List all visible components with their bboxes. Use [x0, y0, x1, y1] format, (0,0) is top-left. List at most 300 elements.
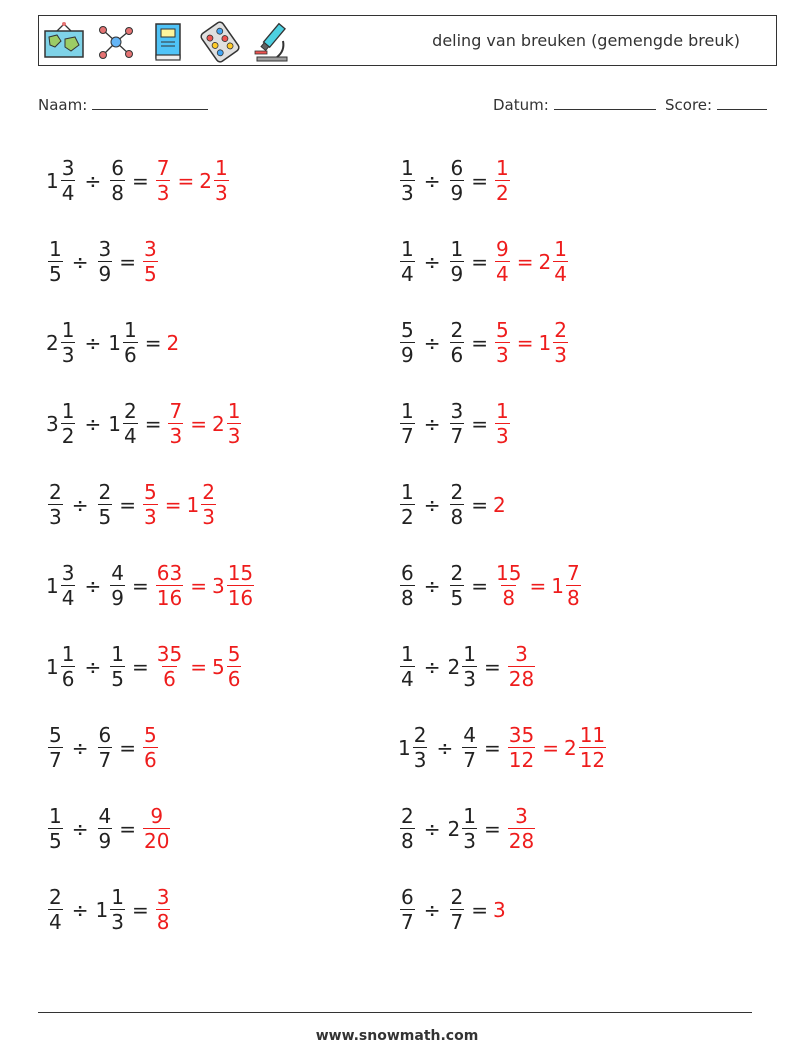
fraction	[579, 725, 606, 770]
divisor	[448, 158, 467, 203]
fraction	[450, 158, 465, 203]
dividend	[398, 887, 417, 932]
answer-fraction	[495, 563, 522, 608]
divide-sign: ÷	[423, 168, 441, 193]
fraction	[462, 644, 477, 689]
numerator: 1	[61, 399, 75, 423]
answer-fraction	[508, 725, 535, 770]
problem-item	[46, 464, 256, 545]
numerator: 2	[450, 480, 464, 504]
numerator: 4	[98, 804, 112, 828]
numerator: 2	[450, 561, 464, 585]
numerator: 1	[401, 642, 414, 666]
problem-item	[398, 545, 608, 626]
answer-mixed	[212, 644, 243, 689]
denominator: 2	[61, 424, 75, 448]
numerator: 5	[49, 723, 62, 747]
fraction	[110, 644, 125, 689]
equals-sign: =	[144, 411, 162, 436]
numerator: 1	[463, 804, 476, 828]
divisor	[108, 563, 127, 608]
denominator: 7	[450, 424, 464, 448]
numerator: 1	[450, 237, 464, 261]
numerator: 7	[169, 399, 183, 423]
numerator: 7	[566, 561, 580, 585]
numerator: 1	[401, 237, 414, 261]
divisor	[108, 158, 127, 203]
denominator: 12	[579, 748, 606, 772]
name-line[interactable]	[92, 94, 208, 110]
dividend	[398, 158, 417, 203]
fraction	[61, 320, 76, 365]
problem-item	[46, 221, 256, 302]
divisor	[448, 644, 479, 689]
denominator: 2	[401, 505, 414, 529]
numerator: 3	[61, 156, 75, 180]
divide-sign: ÷	[423, 492, 441, 517]
whole-number: 1	[538, 330, 552, 355]
denominator: 3	[169, 424, 183, 448]
numerator: 7	[156, 156, 170, 180]
fraction	[123, 401, 138, 446]
divide-sign: ÷	[71, 492, 89, 517]
numerator: 1	[214, 156, 228, 180]
denominator: 3	[401, 181, 414, 205]
fraction	[450, 482, 465, 527]
equals-sign: =	[131, 573, 149, 598]
denominator: 5	[144, 262, 157, 286]
answer-equals-sign: =	[516, 330, 534, 355]
divisor	[96, 482, 115, 527]
denominator: 20	[144, 829, 170, 853]
answer	[141, 239, 160, 284]
denominator: 3	[554, 343, 567, 367]
answer-equals-sign: =	[516, 249, 534, 274]
fraction	[48, 806, 63, 851]
divisor	[96, 887, 127, 932]
divisor	[96, 806, 115, 851]
date-label: Datum:	[493, 96, 549, 114]
whole-number: 2	[46, 330, 59, 355]
denominator: 3	[496, 343, 509, 367]
divide-sign: ÷	[71, 897, 89, 922]
numerator: 3	[156, 885, 170, 909]
denominator: 12	[508, 748, 535, 772]
denominator: 7	[401, 424, 414, 448]
fraction	[450, 401, 465, 446]
answer-fraction	[156, 887, 171, 932]
problem-item	[46, 788, 256, 869]
denominator: 3	[144, 505, 157, 529]
problem-item	[46, 140, 256, 221]
denominator: 9	[401, 343, 414, 367]
whole-number: 1	[186, 492, 200, 517]
numerator: 1	[463, 642, 476, 666]
numerator: 3	[515, 642, 528, 666]
denominator: 3	[156, 181, 170, 205]
whole-number: 2	[447, 816, 461, 841]
answer	[493, 493, 506, 517]
fraction	[400, 320, 415, 365]
microscope-icon	[251, 21, 293, 63]
problem-item	[46, 707, 256, 788]
numerator: 1	[554, 237, 567, 261]
fraction	[61, 563, 76, 608]
numerator: 6	[98, 723, 112, 747]
denominator: 28	[508, 667, 535, 691]
answer-fraction	[508, 644, 535, 689]
fraction	[214, 158, 229, 203]
numerator: 5	[144, 480, 157, 504]
numerator: 2	[413, 723, 427, 747]
divide-sign: ÷	[423, 411, 441, 436]
divisor	[448, 320, 467, 365]
fraction	[400, 482, 415, 527]
numerator: 5	[496, 318, 509, 342]
denominator: 7	[463, 748, 476, 772]
denominator: 6	[123, 343, 137, 367]
numerator: 15	[496, 561, 522, 585]
numerator: 1	[401, 480, 414, 504]
divisor	[108, 401, 139, 446]
answer-equals-sign: =	[164, 492, 182, 517]
dividend	[398, 320, 417, 365]
whole-number: 3	[46, 411, 59, 436]
dividend	[398, 644, 417, 689]
numerator: 5	[144, 723, 157, 747]
answer-whole: 2	[166, 330, 180, 355]
equals-sign: =	[483, 735, 501, 760]
dividend	[46, 887, 65, 932]
numerator: 1	[123, 318, 137, 342]
score-field	[665, 94, 767, 114]
footer-divider	[38, 1012, 752, 1013]
denominator: 5	[49, 829, 62, 853]
dividend	[46, 320, 77, 365]
divide-sign: ÷	[84, 654, 102, 679]
fraction	[566, 563, 581, 608]
dividend	[46, 563, 77, 608]
denominator: 3	[49, 505, 62, 529]
numerator: 2	[554, 318, 567, 342]
worksheet-title: deling van breuken (gemengde breuk)	[432, 31, 740, 50]
answer	[154, 644, 244, 689]
fraction	[98, 725, 113, 770]
problem-item	[398, 707, 608, 788]
equals-sign: =	[144, 330, 162, 355]
numerator: 1	[49, 237, 62, 261]
equals-sign: =	[471, 573, 488, 598]
left-column	[46, 140, 256, 950]
denominator: 8	[450, 505, 464, 529]
problem-item	[46, 545, 256, 626]
fraction	[48, 887, 63, 932]
problem-item	[46, 383, 256, 464]
answer-mixed	[199, 158, 230, 203]
answer-fraction	[143, 806, 170, 851]
divide-sign: ÷	[84, 168, 102, 193]
answer	[506, 806, 537, 851]
whole-number: 1	[46, 573, 59, 598]
answer-fraction	[143, 482, 158, 527]
whole-number: 1	[551, 573, 564, 598]
numerator: 1	[111, 885, 124, 909]
numerator: 3	[144, 237, 157, 261]
book-icon	[147, 21, 189, 63]
problem-item	[398, 221, 608, 302]
numerator: 4	[111, 561, 124, 585]
numerator: 2	[450, 318, 464, 342]
fraction	[227, 401, 242, 446]
dividend	[398, 806, 417, 851]
whole-number: 5	[211, 654, 225, 679]
denominator: 3	[214, 181, 228, 205]
numerator: 4	[463, 723, 476, 747]
dividend	[398, 725, 429, 770]
dividend	[46, 482, 65, 527]
whole-number: 2	[538, 249, 552, 274]
problem-item	[398, 464, 608, 545]
fraction	[413, 725, 428, 770]
answer-fraction	[495, 401, 510, 446]
divide-sign: ÷	[423, 654, 441, 679]
denominator: 8	[566, 586, 580, 610]
answer-equals-sign: =	[190, 411, 207, 436]
numerator: 63	[156, 561, 183, 585]
denominator: 6	[163, 667, 176, 691]
denominator: 6	[227, 667, 241, 691]
molecule-icon	[95, 21, 137, 63]
equals-sign: =	[131, 654, 149, 679]
answer-fraction	[156, 563, 183, 608]
numerator: 11	[579, 723, 606, 747]
date-line[interactable]	[554, 94, 656, 110]
answer	[141, 482, 218, 527]
divisor	[448, 563, 467, 608]
divisor	[448, 482, 467, 527]
fraction	[123, 320, 138, 365]
denominator: 4	[401, 262, 414, 286]
divide-sign: ÷	[423, 897, 441, 922]
fraction	[98, 482, 113, 527]
divide-sign: ÷	[423, 249, 441, 274]
answer	[493, 320, 570, 365]
equals-sign: =	[471, 249, 488, 274]
divisor	[460, 725, 479, 770]
denominator: 3	[463, 667, 476, 691]
fraction	[110, 563, 125, 608]
divisor	[448, 401, 467, 446]
divide-sign: ÷	[423, 330, 441, 355]
answer-equals-sign: =	[190, 654, 207, 679]
numerator: 2	[450, 885, 464, 909]
fraction	[400, 239, 415, 284]
dividend	[398, 239, 417, 284]
denominator: 6	[61, 667, 75, 691]
equals-sign: =	[119, 735, 136, 760]
fraction	[61, 644, 76, 689]
equals-sign: =	[471, 492, 488, 517]
denominator: 5	[111, 667, 124, 691]
numerator: 35	[508, 723, 535, 747]
whole-number: 1	[108, 411, 121, 436]
answer-fraction	[495, 239, 510, 284]
equals-sign: =	[119, 492, 136, 517]
numerator: 3	[61, 561, 75, 585]
right-column	[398, 140, 608, 950]
numerator: 2	[49, 480, 62, 504]
answer-mixed	[187, 482, 218, 527]
header-box	[38, 15, 777, 66]
equals-sign: =	[483, 816, 501, 841]
divisor	[96, 725, 115, 770]
score-line[interactable]	[717, 94, 767, 110]
denominator: 9	[450, 181, 464, 205]
numerator: 1	[61, 318, 75, 342]
problem-item	[398, 869, 608, 950]
divide-sign: ÷	[71, 816, 89, 841]
problem-item	[46, 869, 256, 950]
dividend	[46, 806, 65, 851]
equals-sign: =	[471, 411, 488, 436]
problem-item	[398, 302, 608, 383]
divisor	[108, 320, 139, 365]
fraction	[462, 725, 477, 770]
header-icons	[43, 20, 293, 63]
fraction	[98, 806, 113, 851]
equals-sign: =	[471, 330, 488, 355]
divide-sign: ÷	[71, 249, 89, 274]
whole-number: 3	[211, 573, 225, 598]
answer-mixed	[212, 563, 256, 608]
whole-number: 2	[447, 654, 461, 679]
answer-fraction	[143, 239, 158, 284]
denominator: 9	[111, 586, 124, 610]
answer-fraction	[156, 644, 183, 689]
answer	[141, 806, 172, 851]
fraction	[98, 239, 113, 284]
answer-mixed	[539, 239, 570, 284]
denominator: 8	[401, 829, 414, 853]
answer	[166, 401, 243, 446]
fraction	[48, 482, 63, 527]
fraction	[400, 806, 415, 851]
answer	[493, 401, 512, 446]
problem-item	[46, 302, 256, 383]
problem-item	[46, 626, 256, 707]
divide-sign: ÷	[423, 816, 441, 841]
fraction	[553, 239, 568, 284]
denominator: 3	[227, 424, 241, 448]
equals-sign: =	[471, 897, 488, 922]
denominator: 5	[49, 262, 62, 286]
numerator: 6	[111, 156, 124, 180]
numerator: 2	[49, 885, 62, 909]
fraction	[400, 401, 415, 446]
denominator: 8	[156, 910, 170, 934]
denominator: 4	[61, 181, 75, 205]
answer	[493, 563, 583, 608]
divide-sign: ÷	[84, 330, 102, 355]
denominator: 2	[496, 181, 509, 205]
divisor	[448, 887, 467, 932]
answer-fraction	[508, 806, 535, 851]
denominator: 8	[111, 181, 124, 205]
fraction	[61, 401, 76, 446]
numerator: 3	[515, 804, 528, 828]
equals-sign: =	[131, 168, 149, 193]
dividend	[46, 401, 77, 446]
date-field	[493, 94, 656, 114]
denominator: 6	[450, 343, 464, 367]
denominator: 28	[508, 829, 535, 853]
fraction	[400, 887, 415, 932]
fraction	[450, 887, 465, 932]
answer-fraction	[495, 158, 510, 203]
answer-fraction	[168, 401, 183, 446]
answer	[493, 898, 506, 922]
answer-whole: 2	[493, 492, 506, 517]
fraction	[48, 725, 63, 770]
name-label: Naam:	[38, 96, 88, 114]
numerator: 2	[123, 399, 137, 423]
dividend	[46, 239, 65, 284]
numerator: 5	[401, 318, 414, 342]
fraction	[450, 320, 465, 365]
divisor	[448, 239, 467, 284]
denominator: 8	[401, 586, 414, 610]
answer-mixed	[212, 401, 243, 446]
answer-equals-sign: =	[529, 573, 547, 598]
fraction	[553, 320, 568, 365]
dividend	[398, 401, 417, 446]
numerator: 6	[401, 885, 414, 909]
denominator: 4	[61, 586, 75, 610]
numerator: 1	[496, 399, 509, 423]
whole-number: 1	[46, 654, 59, 679]
denominator: 4	[496, 262, 509, 286]
numerator: 2	[401, 804, 414, 828]
denominator: 9	[98, 829, 112, 853]
answer	[154, 563, 256, 608]
dividend	[46, 644, 77, 689]
fraction	[227, 563, 254, 608]
numerator: 6	[401, 561, 414, 585]
denominator: 5	[98, 505, 112, 529]
dividend	[46, 158, 77, 203]
denominator: 8	[502, 586, 516, 610]
denominator: 16	[227, 586, 254, 610]
numerator: 5	[227, 642, 241, 666]
whole-number: 2	[199, 168, 212, 193]
denominator: 4	[401, 667, 414, 691]
numerator: 3	[98, 237, 112, 261]
dividend	[46, 725, 65, 770]
numerator: 2	[98, 480, 112, 504]
numerator: 6	[450, 156, 464, 180]
numerator: 1	[111, 642, 124, 666]
answer	[154, 887, 173, 932]
whole-number: 1	[95, 897, 109, 922]
answer-mixed	[564, 725, 608, 770]
numerator: 3	[450, 399, 464, 423]
footer-url: www.snowmath.com	[315, 1028, 479, 1044]
answer-mixed	[539, 320, 570, 365]
numerator: 1	[401, 156, 414, 180]
problem-item	[398, 140, 608, 221]
answer-whole: 3	[493, 897, 506, 922]
denominator: 9	[98, 262, 112, 286]
